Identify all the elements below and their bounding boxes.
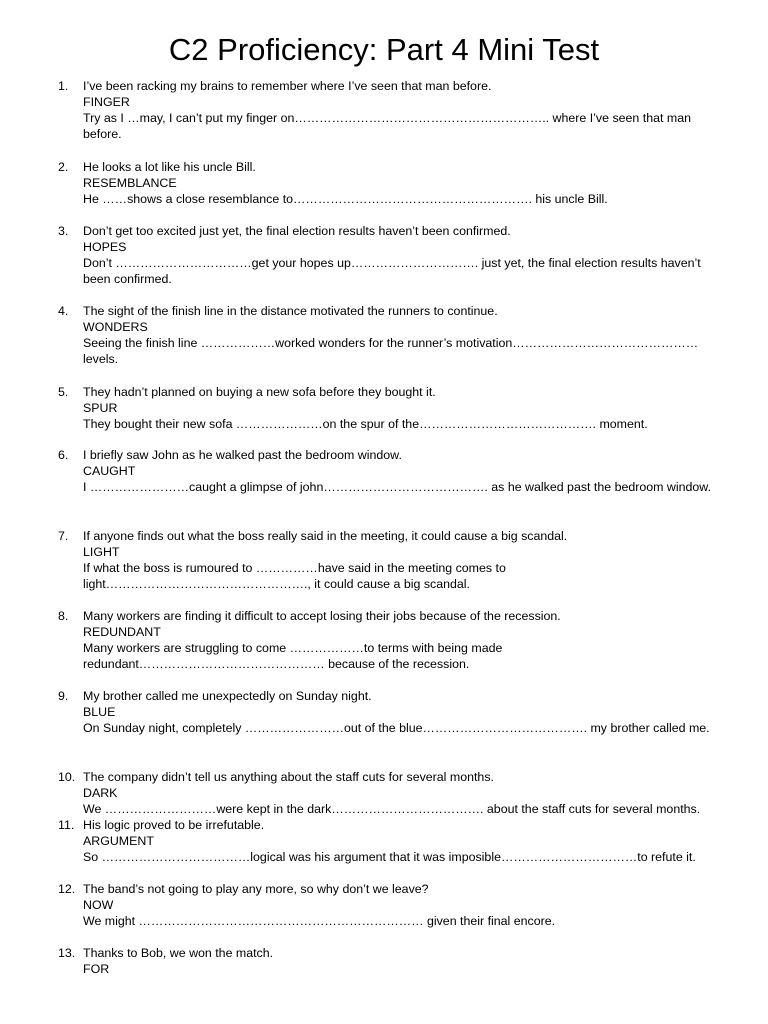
question-keyword: DARK	[83, 786, 118, 800]
question-item	[58, 78, 730, 142]
question-answer: He ……shows a close resemblance to…………………………………………………. his uncle Bill.	[83, 192, 608, 206]
question-keyword: ARGUMENT	[83, 834, 154, 848]
question-number: 6.	[58, 448, 69, 462]
question-item	[58, 608, 730, 672]
question-answer: On Sunday night, completely ……………………out of the blue…………………………………. my brother called me.	[83, 721, 710, 735]
question-keyword: RESEMBLANCE	[83, 176, 177, 190]
question-item	[58, 384, 730, 432]
question-answer: Don’t ……………………………get your hopes up…………………………. just yet, the final election results haven’t been confirmed.	[83, 256, 701, 286]
question-sentence: Thanks to Bob, we won the match.	[83, 946, 274, 960]
question-keyword: SPUR	[83, 401, 118, 415]
question-item	[58, 769, 730, 817]
question-answer-line: redundant……………………………………… because of the recession.	[83, 657, 470, 671]
question-keyword: WONDERS	[83, 320, 148, 334]
question-sentence: He looks a lot like his uncle Bill.	[83, 160, 256, 174]
question-sentence: If anyone finds out what the boss really said in the meeting, it could cause a big scandal.	[83, 529, 568, 543]
question-answer-line: light…………………………………………., it could cause a big scandal.	[83, 577, 470, 591]
question-item	[58, 303, 730, 367]
question-item	[58, 223, 730, 287]
question-number: 2.	[58, 160, 69, 174]
question-keyword: BLUE	[83, 705, 116, 719]
question-number: 13.	[58, 946, 76, 960]
question-item	[58, 817, 730, 865]
question-number: 4.	[58, 304, 69, 318]
question-keyword: LIGHT	[83, 545, 120, 559]
question-answer-line: If what the boss is rumoured to ……………have said in the meeting comes to	[83, 561, 506, 575]
question-sentence: My brother called me unexpectedly on Sunday night.	[83, 689, 372, 703]
question-sentence: Many workers are finding it difficult to accept losing their jobs because of the recession.	[83, 609, 561, 623]
question-number: 3.	[58, 224, 69, 238]
question-sentence: The band’s not going to play any more, so why don’t we leave?	[83, 882, 429, 896]
question-keyword: FINGER	[83, 95, 130, 109]
question-item	[58, 881, 730, 929]
question-keyword: HOPES	[83, 240, 127, 254]
question-answer: Seeing the finish line ………………worked wonders for the runner’s motivation……………………………………… levels.	[83, 336, 699, 366]
question-item	[58, 688, 730, 736]
question-keyword: FOR	[83, 962, 110, 976]
question-sentence: The sight of the finish line in the distance motivated the runners to continue.	[83, 304, 498, 318]
question-number: 10.	[58, 770, 76, 784]
question-sentence: The company didn’t tell us anything about the staff cuts for several months.	[83, 770, 494, 784]
question-item	[58, 528, 730, 592]
question-number: 9.	[58, 689, 69, 703]
question-number: 8.	[58, 609, 69, 623]
question-number: 7.	[58, 529, 69, 543]
question-sentence: I briefly saw John as he walked past the bedroom window.	[83, 448, 402, 462]
question-item	[58, 159, 730, 207]
question-answer: I ……………………caught a glimpse of john…………………………………. as he walked past the bedroom window.	[83, 480, 712, 494]
question-keyword: REDUNDANT	[83, 625, 161, 639]
question-item	[58, 945, 730, 977]
question-answer: Try as I …may, I can’t put my finger on…………………………………………………….. where I’ve seen that man before.	[83, 111, 691, 141]
question-answer: They bought their new sofa …………………on the spur of the……………………………………. moment.	[83, 417, 648, 431]
question-sentence: I’ve been racking my brains to remember where I’ve seen that man before.	[83, 79, 492, 93]
question-keyword: CAUGHT	[83, 464, 136, 478]
question-answer: We ………………………were kept in the dark………………………………. about the staff cuts for several months.	[83, 802, 701, 816]
question-sentence: Don’t get too excited just yet, the final election results haven’t been confirmed.	[83, 224, 511, 238]
question-number: 11.	[58, 818, 75, 832]
question-number: 1.	[58, 79, 69, 93]
question-answer: So ………………………………logical was his argument that it was imposible……………………………to refute it.	[83, 850, 696, 864]
question-answer: We might …………………………………………………………… given their final encore.	[83, 914, 556, 928]
question-number: 5.	[58, 385, 69, 399]
question-keyword: NOW	[83, 898, 114, 912]
question-sentence: They hadn’t planned on buying a new sofa before they bought it.	[83, 385, 436, 399]
page-title: C2 Proficiency: Part 4 Mini Test	[168, 32, 600, 67]
question-item	[58, 447, 730, 495]
question-number: 12.	[58, 882, 76, 896]
question-sentence: His logic proved to be irrefutable.	[83, 818, 265, 832]
question-answer-line: Many workers are struggling to come ………………to terms with being made	[83, 641, 503, 655]
